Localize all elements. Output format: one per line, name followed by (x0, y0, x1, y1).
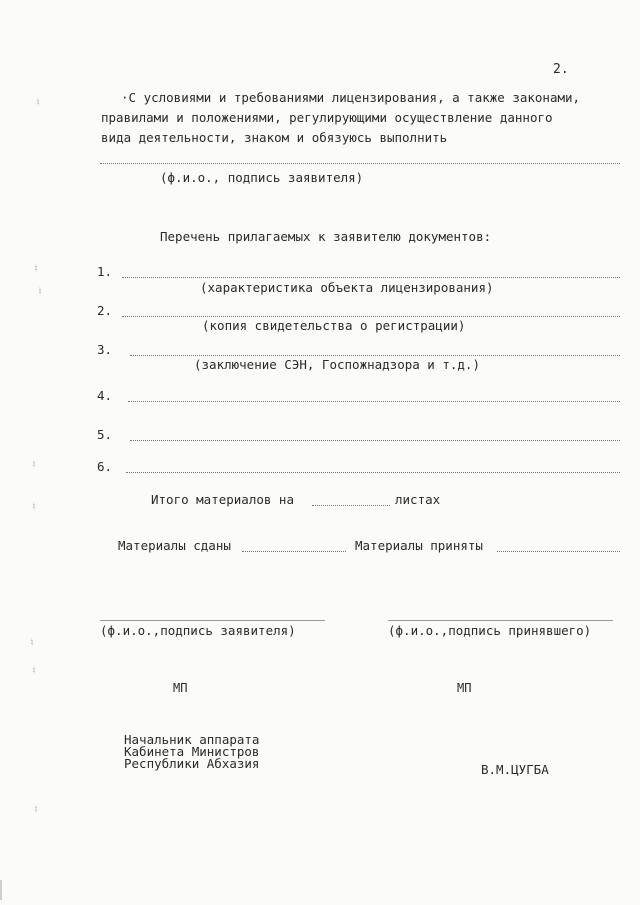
total-sheets-field[interactable] (312, 505, 390, 506)
official-name: В.М.ЦУГБА (481, 762, 549, 777)
margin-mark-3: ♮ (38, 285, 42, 298)
applicant-signature-label-1: (ф.и.о., подпись заявителя) (160, 170, 364, 185)
margin-mark-4: ♮ (32, 458, 36, 471)
margin-mark-8: ♮ (34, 803, 38, 816)
document-6-field[interactable] (126, 472, 620, 473)
scan-edge (0, 880, 2, 900)
margin-mark-2: ♮ (34, 262, 38, 275)
document-2-field[interactable] (122, 316, 620, 317)
materials-accepted-field[interactable] (497, 551, 620, 552)
document-1-caption: (характеристика объекта лицензирования) (200, 280, 494, 295)
document-3-number: 3. (97, 342, 113, 357)
document-5-number: 5. (97, 427, 113, 442)
receiver-signature-label: (ф.и.о.,подпись принявшего) (388, 623, 592, 638)
intro-line-1: ·С условиями и требованиями лицензирования, а также законами, (121, 90, 581, 105)
page-number: 2. (553, 62, 569, 77)
official-title-line-2: Кабинета Министров (124, 744, 260, 759)
applicant-signature-label-2: (ф.и.о.,подпись заявителя) (100, 623, 296, 638)
document-1-field[interactable] (122, 277, 620, 278)
applicant-signature-line-1[interactable] (100, 163, 620, 164)
intro-line-2: правилами и положениями, регулирующими осуществление данного (101, 110, 553, 125)
document-3-field[interactable] (130, 355, 620, 356)
materials-given-field[interactable] (242, 551, 346, 552)
margin-mark-6: ♮ (30, 636, 34, 649)
document-1-number: 1. (97, 264, 113, 279)
receiver-signature-line[interactable] (388, 620, 613, 621)
document-5-field[interactable] (130, 440, 620, 441)
document-6-number: 6. (97, 459, 113, 474)
document-4-number: 4. (97, 388, 113, 403)
document-4-field[interactable] (128, 401, 620, 402)
margin-mark-7: ♮ (32, 664, 36, 677)
intro-line-3: вида деятельности, знаком и обязуюсь выполнить (101, 130, 448, 145)
official-title-line-3: Республики Абхазия (124, 756, 260, 771)
documents-heading: Перечень прилагаемых к заявителю документов: (160, 229, 492, 244)
document-2-caption: (копия свидетельства о регистрации) (202, 318, 466, 333)
applicant-signature-line-2[interactable] (100, 620, 325, 621)
margin-mark-5: ♮ (32, 500, 36, 513)
document-2-number: 2. (97, 303, 113, 318)
margin-mark-1: ♮ (36, 96, 40, 109)
stamp-place-right: МП (457, 681, 472, 695)
stamp-place-left: МП (173, 681, 188, 695)
materials-given-label: Материалы сданы (118, 538, 231, 553)
official-title-line-1: Начальник аппарата (124, 732, 260, 747)
total-suffix: листах (395, 492, 441, 507)
total-prefix: Итого материалов на (151, 492, 294, 507)
document-3-caption: (заключение СЭН, Госпожнадзора и т.д.) (194, 357, 480, 372)
materials-accepted-label: Материалы приняты (355, 538, 483, 553)
